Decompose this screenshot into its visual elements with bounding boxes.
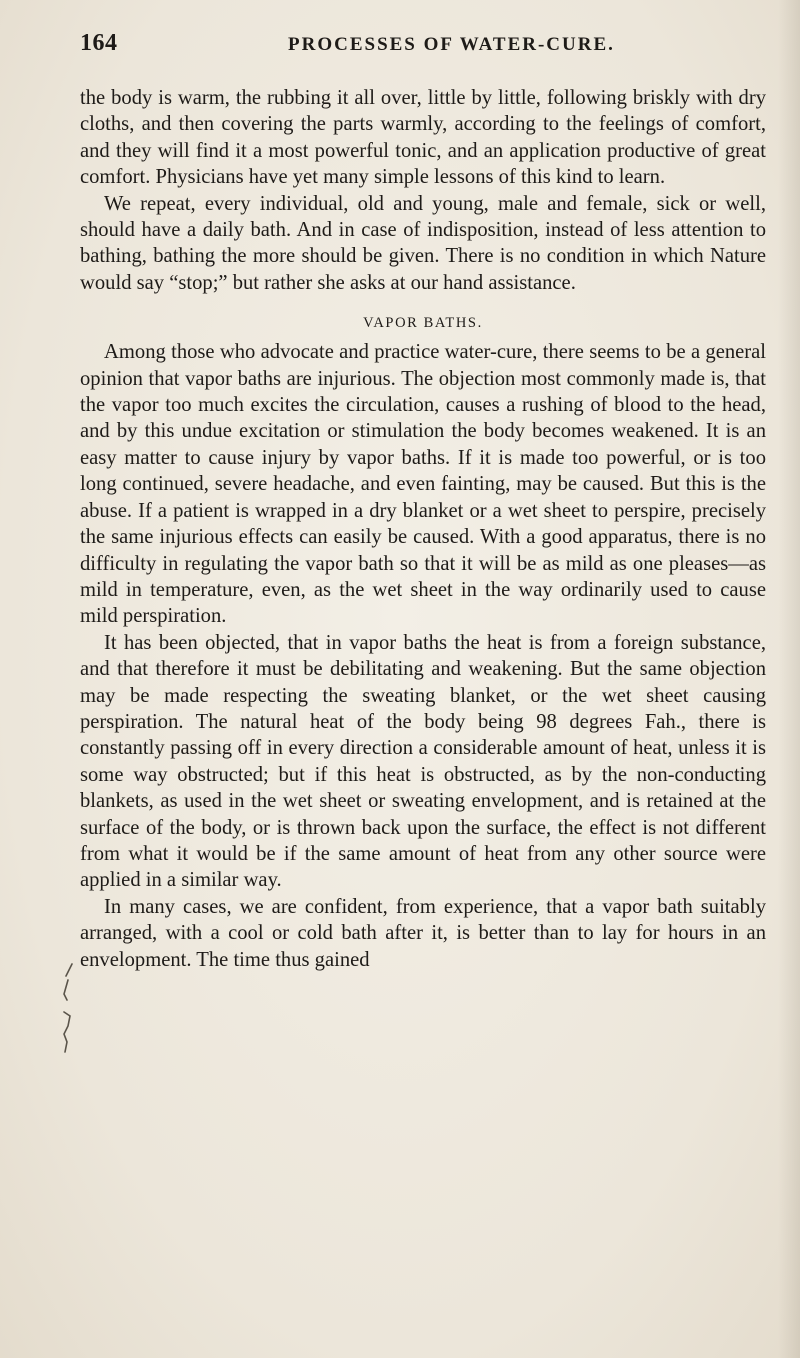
page-header: [0, 30, 800, 64]
paragraph-heat-objection: It has been objected, that in vapor baths the heat is from a foreign substance, and that therefore it must be debilitating and weakening. But the same objection may be made respecting the sweating blanket, or the wet sheet causing perspiration. The natural heat of the body being 98 degrees Fah., there is constantly passing off in every direction a considerable amount of heat, unless it is some way obstructed; but if this heat is obstructed, as by the non-conducting blankets, as used in the wet sheet or sweating envelopment, and is retained at the surface of the body, or is thrown back upon the surface, the effect is not different from what it would be if the same amount of heat from any other source were applied in a similar way.: [80, 631, 766, 892]
margin-pencil-mark-icon: [58, 960, 78, 1060]
paragraph-daily-bath: We repeat, every individual, old and young, male and female, sick or well, should have a daily bath. And in case of indisposition, instead of less attention to bathing, bathing the more should be given. There is no condition in which Nature would say “stop;” but rather she asks at our hand assistance.: [80, 192, 766, 294]
page-number: 164: [80, 30, 118, 56]
section-heading: VAPOR BATHS.: [363, 315, 483, 332]
paragraph-vapor-opinion: Among those who advocate and practice water-cure, there seems to be a general opinion that vapor baths are injurious. The objection most commonly made is, that the vapor too much excites the circulation, causes a rushing of blood to the head, and by this undue excitation or stimulation the body becomes weakened. It is an easy matter to cause injury by vapor baths. If it is made too powerful, or is too long continued, severe headache, and even fainting, may be caused. But this is the abuse. If a patient is wrapped in a dry blanket or a wet sheet to perspire, precisely the same injurious effects can easily be caused. With a good apparatus, there is no difficulty in regulating the vapor bath so that it will be as mild as one pleases—as mild in temperature, even, as the wet sheet in the way ordinarily used to cause mild perspiration.: [80, 341, 766, 628]
body-text: [80, 85, 766, 973]
paragraph-vapor-vs-envelopment: In many cases, we are confident, from experience, that a vapor bath suitably arranged, with a cool or cold bath after it, is better than to lay for hours in an envelopment. The time thus gained: [80, 895, 766, 971]
page-edge-shadow: [778, 0, 800, 1358]
paragraph-continued: the body is warm, the rubbing it all over, little by little, following briskly with dry cloths, and then covering the parts warmly, according to the feelings of comfort, and they will find it a most powerful tonic, and an application productive of great comfort. Physicians have yet many simple lessons of this kind to learn.: [80, 87, 766, 189]
running-head: PROCESSES OF WATER-CURE.: [288, 34, 615, 55]
